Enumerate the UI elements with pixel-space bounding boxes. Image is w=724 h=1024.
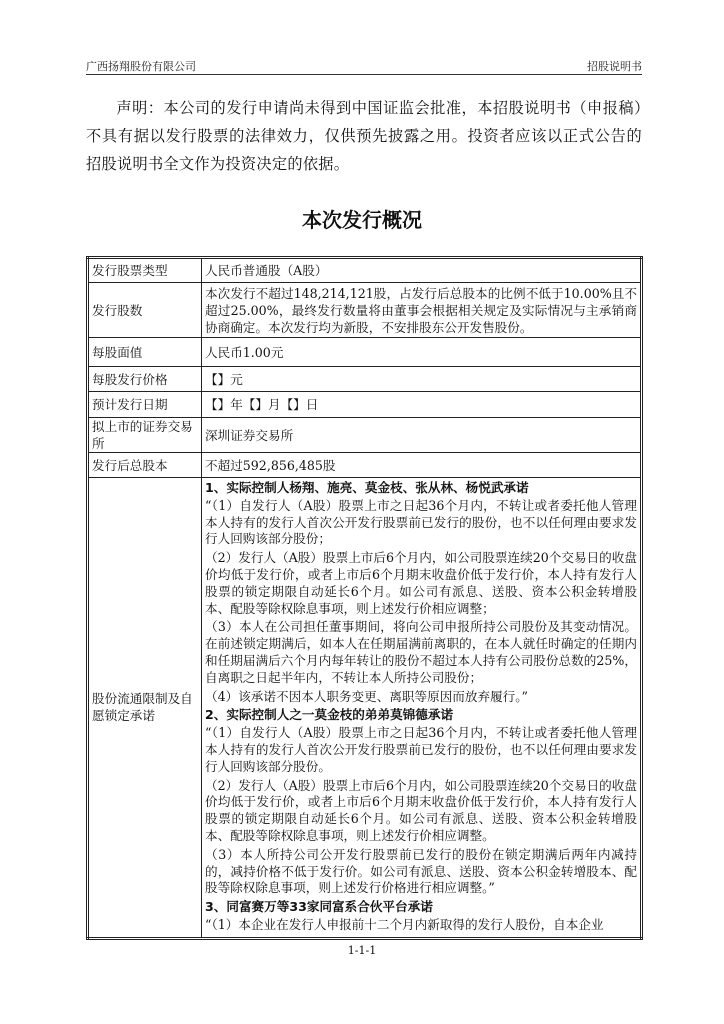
commitment-heading: 1、实际控制人杨翔、施亮、莫金枝、张从林、杨悦武承诺 — [205, 480, 529, 495]
table-row — [88, 283, 642, 338]
commitment-heading: 3、同富赛万等33家同富系合伙平台承诺 — [205, 899, 433, 915]
table-row — [88, 392, 642, 418]
row-value: 人民币普通股（A股） — [202, 258, 642, 283]
commitment-paragraph: （4）该承诺不因本人职务变更、离职等原因而放弃履行。” — [205, 688, 528, 704]
header-company: 广西扬翔股份有限公司 — [86, 60, 196, 73]
row-label: 发行股票类型 — [88, 258, 202, 283]
row-value: 【】元 — [202, 367, 642, 392]
row-label: 预计发行日期 — [88, 392, 202, 418]
section-title: 本次发行概况 — [302, 208, 422, 232]
lockup-row — [88, 478, 642, 939]
offering-overview-table — [86, 256, 643, 940]
row-value: 本次发行不超过148,214,121股，占发行后总股本的比例不低于10.00%且不超过25.00%，最终发行数量将由董事会根据相关规定及实际情况与主承销商协商确定。本次发行均为新股，不安排股东公开发售股份。 — [202, 283, 642, 338]
row-label: 发行股数 — [88, 283, 202, 338]
row-label: 发行后总股本 — [88, 453, 202, 478]
disclaimer-statement: 声明：本公司的发行申请尚未得到中国证监会批准，本招股说明书（申报稿）不具有据以发行股票的法律效力，仅供预先披露之用。投资者应该以正式公告的招股说明书全文作为投资决定的依据。 — [86, 99, 642, 173]
table-row — [88, 453, 642, 478]
row-value: 深圳证券交易所 — [202, 418, 642, 453]
commitment-paragraph: （3）本人所持公司公开发行股票前已发行的股份在锁定期满后两年内减持的，减持价格不低于发行价。如公司有派息、送股、资本公积金转增股本、配股等除权除息事项，则上述发行价格进行相应调整。” — [205, 846, 637, 896]
table-row — [88, 367, 642, 392]
row-label: 股份流通限制及自愿锁定承诺 — [88, 478, 202, 939]
row-value: 不超过592,856,485股 — [202, 453, 642, 478]
row-label: 拟上市的证券交易所 — [88, 418, 202, 453]
row-label: 每股发行价格 — [88, 367, 202, 392]
row-label: 每股面值 — [88, 338, 202, 367]
commitment-paragraph: “（1）本企业在发行人申报前十二个月内新取得的发行人股份，自本企业 — [205, 916, 604, 932]
page-number: 1-1-1 — [347, 944, 377, 957]
table-row — [88, 338, 642, 367]
commitment-paragraph: （2）发行人（A股）股票上市后6个月内，如公司股票连续20个交易日的收盘价均低于发行价，或者上市后6个月期末收盘价低于发行价，本人持有发行人股票的锁定期限自动延长6个月。如公司有派息、送股、资本公积金转增股本、配股等除权除息事项，则上述发行价相应调整； — [205, 550, 637, 616]
commitment-paragraph: （2）发行人（A股）股票上市后6个月内，如公司股票连续20个交易日的收盘价均低于发行价，或者上市后6个月期末收盘价低于发行价，本人持有发行人股票的锁定期限自动延长6个月。如公司有派息、送股、资本公积金转增股本、配股等除权除息事项，则上述发行价相应调整。 — [205, 777, 637, 843]
commitment-paragraph: （3）本人在公司担任董事期间，将向公司申报所持公司股份及其变动情况。在前述锁定期满后，如本人在任期届满前离职的，在本人就任时确定的任期内和任期届满后六个月内每年转让的股份不超过本人持有公司股份总数的25%，自离职之日起半年内，不转让本人所持公司股份； — [205, 619, 637, 685]
row-value: 人民币1.00元 — [202, 338, 642, 367]
row-value: 【】年【】月【】日 — [202, 392, 642, 418]
commitment-paragraph: “（1）自发行人（A股）股票上市之日起36个月内，不转让或者委托他人管理本人持有的发行人首次公开发行股票前已发行的股份，也不以任何理由要求发行人回购该部分股份； — [205, 497, 637, 547]
table-row — [88, 418, 642, 453]
page-header — [86, 58, 642, 75]
header-doc-type: 招股说明书 — [587, 60, 642, 73]
commitment-paragraph: “（1）自发行人（A股）股票上市之日起36个月内，不转让或者委托他人管理本人持有的发行人首次公开发行股票前已发行的股份，也不以任何理由要求发行人回购该部分股份。 — [205, 725, 637, 774]
lockup-commitments — [202, 478, 642, 939]
table-row — [88, 258, 642, 283]
commitment-heading: 2、实际控制人之一莫金枝的弟弟莫锦德承诺 — [205, 707, 454, 723]
